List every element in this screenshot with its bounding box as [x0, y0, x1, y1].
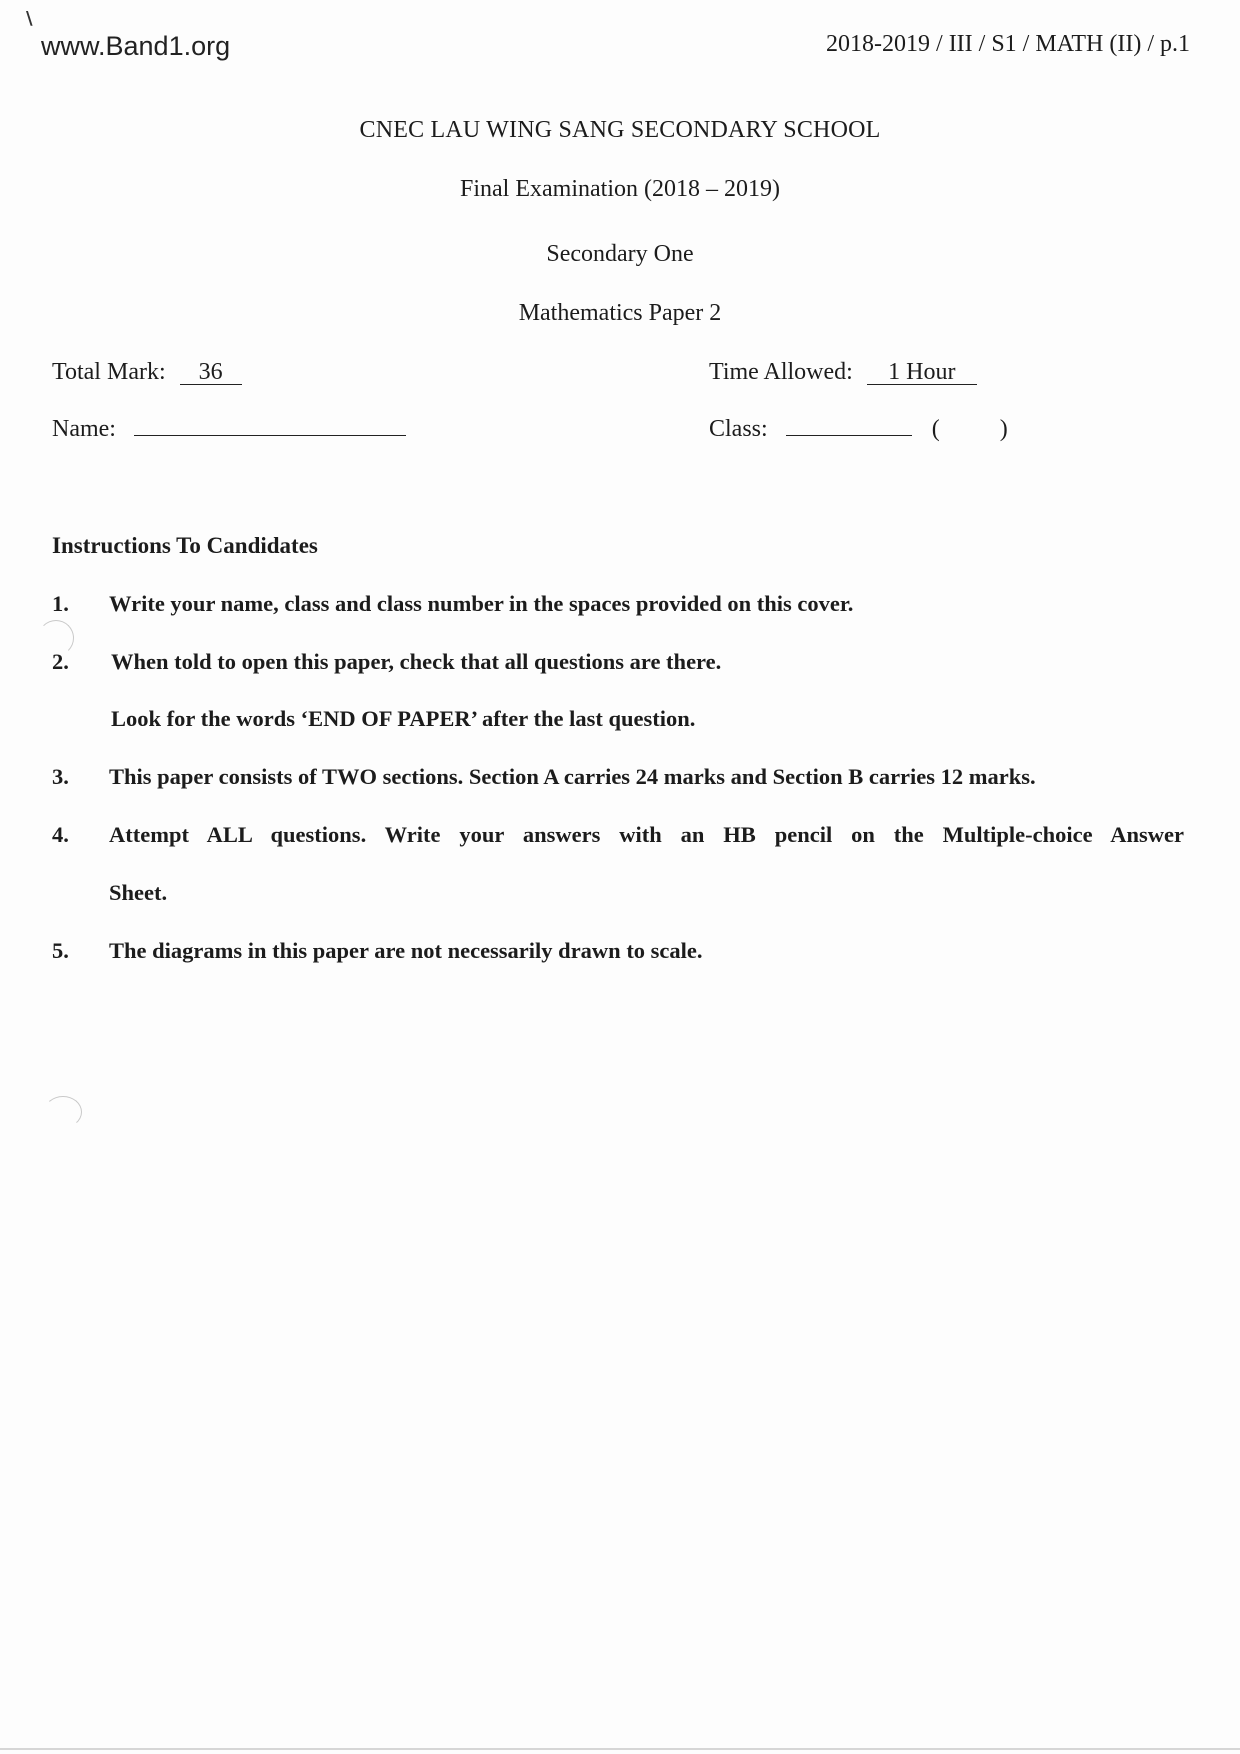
- website-watermark: www.Band1.org: [41, 31, 231, 61]
- instruction-text: Sheet.: [109, 880, 168, 905]
- total-mark-field: [52, 359, 242, 386]
- paper-title: Mathematics Paper 2: [518, 300, 722, 326]
- time-allowed-field: [709, 359, 977, 386]
- instruction-number: 5.: [52, 938, 69, 963]
- name-label: Name:: [52, 416, 116, 442]
- instruction-text: Look for the words ‘END OF PAPER’ after the last question.: [111, 706, 696, 731]
- class-field: [709, 416, 1008, 443]
- name-input-line[interactable]: [134, 435, 406, 436]
- instruction-text: This paper consists of TWO sections. Section A carries 24 marks and Section B carries 12 marks.: [109, 764, 1036, 789]
- hole-punch-mark: [44, 1096, 82, 1128]
- corner-mark: \: [26, 8, 33, 29]
- time-allowed-value: 1 Hour: [867, 360, 977, 385]
- total-mark-value: 36: [180, 360, 242, 385]
- form-level: Secondary One: [546, 241, 694, 267]
- instruction-number: 2.: [52, 649, 69, 674]
- instruction-number: 3.: [52, 764, 69, 789]
- name-field: [52, 416, 406, 443]
- instruction-number: 4.: [52, 822, 69, 847]
- instruction-text: Write your name, class and class number in the spaces provided on this cover.: [109, 591, 854, 616]
- instruction-text: The diagrams in this paper are not necessarily drawn to scale.: [109, 938, 703, 963]
- class-number-close-paren: ): [999, 416, 1008, 442]
- class-number-open-paren: (: [931, 416, 940, 442]
- paper-reference: 2018-2019 / III / S1 / MATH (II) / p.1: [826, 31, 1190, 57]
- scan-edge: [0, 1748, 1240, 1750]
- exam-title: Final Examination (2018 – 2019): [460, 176, 780, 202]
- class-label: Class:: [709, 416, 768, 442]
- hole-punch-mark: [38, 620, 74, 656]
- instruction-text: Attempt ALL questions. Write your answers with an HB pencil on the Multiple-choice Answer: [109, 822, 1184, 847]
- instruction-text: When told to open this paper, check that all questions are there.: [111, 649, 722, 674]
- time-allowed-label: Time Allowed:: [709, 359, 853, 385]
- instructions-title: Instructions To Candidates: [52, 533, 318, 558]
- instruction-number: 1.: [52, 591, 69, 616]
- total-mark-label: Total Mark:: [52, 359, 166, 385]
- school-name: CNEC LAU WING SANG SECONDARY SCHOOL: [359, 117, 881, 143]
- class-input-line[interactable]: [786, 435, 912, 436]
